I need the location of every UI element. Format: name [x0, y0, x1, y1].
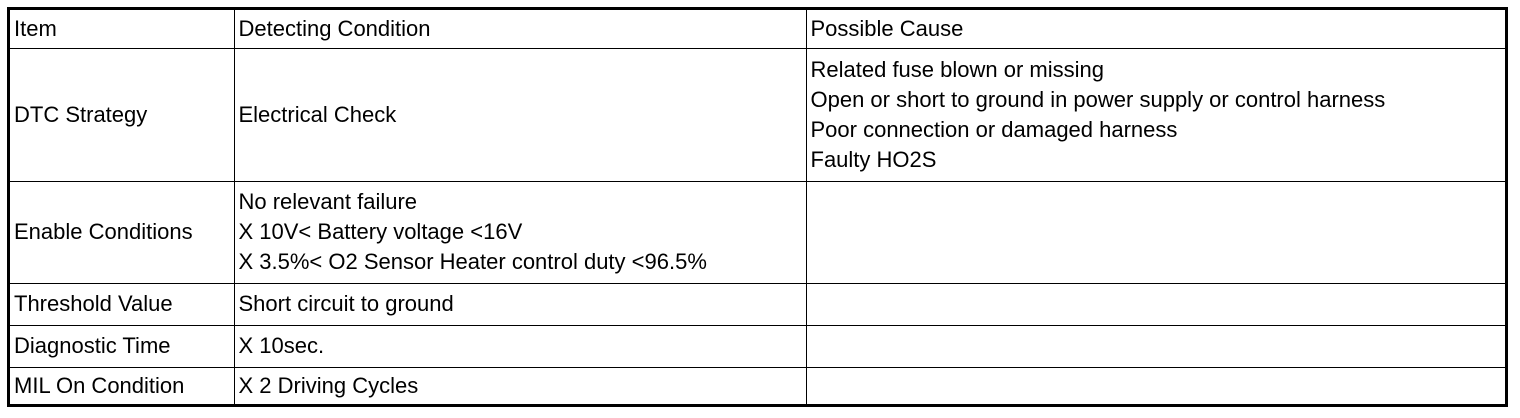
header-item: Item [10, 10, 234, 48]
condition-line: No relevant failure [238, 189, 418, 214]
condition-line: X 3.5%< O2 Sensor Heater control duty <96.5% [238, 249, 707, 274]
row-cause [806, 367, 1505, 404]
row-condition [234, 181, 806, 283]
row-item: Enable Conditions [10, 181, 234, 283]
row-cause [806, 181, 1505, 283]
row-item: MIL On Condition [10, 367, 234, 404]
header-possible-cause: Possible Cause [806, 10, 1505, 48]
cause-line: Related fuse blown or missing [810, 56, 1104, 82]
row-cause [806, 283, 1505, 325]
table-row [10, 48, 1505, 181]
table-row [10, 181, 1505, 283]
row-condition [234, 283, 806, 325]
table-row [10, 325, 1505, 367]
table-row [10, 283, 1505, 325]
cause-line: Poor connection or damaged harness [810, 116, 1178, 142]
row-item: Diagnostic Time [10, 325, 234, 367]
table-header-row [10, 10, 1505, 48]
row-condition [234, 367, 806, 404]
condition-line: X 10V< Battery voltage <16V [238, 219, 523, 244]
row-item: Threshold Value [10, 283, 234, 325]
condition-line: Short circuit to ground [238, 291, 454, 316]
dtc-table-frame [7, 7, 1508, 407]
row-cause [806, 48, 1505, 181]
header-detecting-condition: Detecting Condition [234, 10, 806, 48]
table-row [10, 367, 1505, 404]
cause-line: Open or short to ground in power supply or control harness [810, 86, 1386, 112]
row-condition [234, 48, 806, 181]
dtc-table [10, 10, 1505, 404]
cause-line: Faulty HO2S [810, 146, 937, 172]
row-cause [806, 325, 1505, 367]
row-item: DTC Strategy [10, 48, 234, 181]
condition-line: Electrical Check [238, 101, 397, 127]
condition-line: X 10sec. [238, 333, 325, 358]
condition-line: X 2 Driving Cycles [238, 372, 419, 398]
row-condition [234, 325, 806, 367]
